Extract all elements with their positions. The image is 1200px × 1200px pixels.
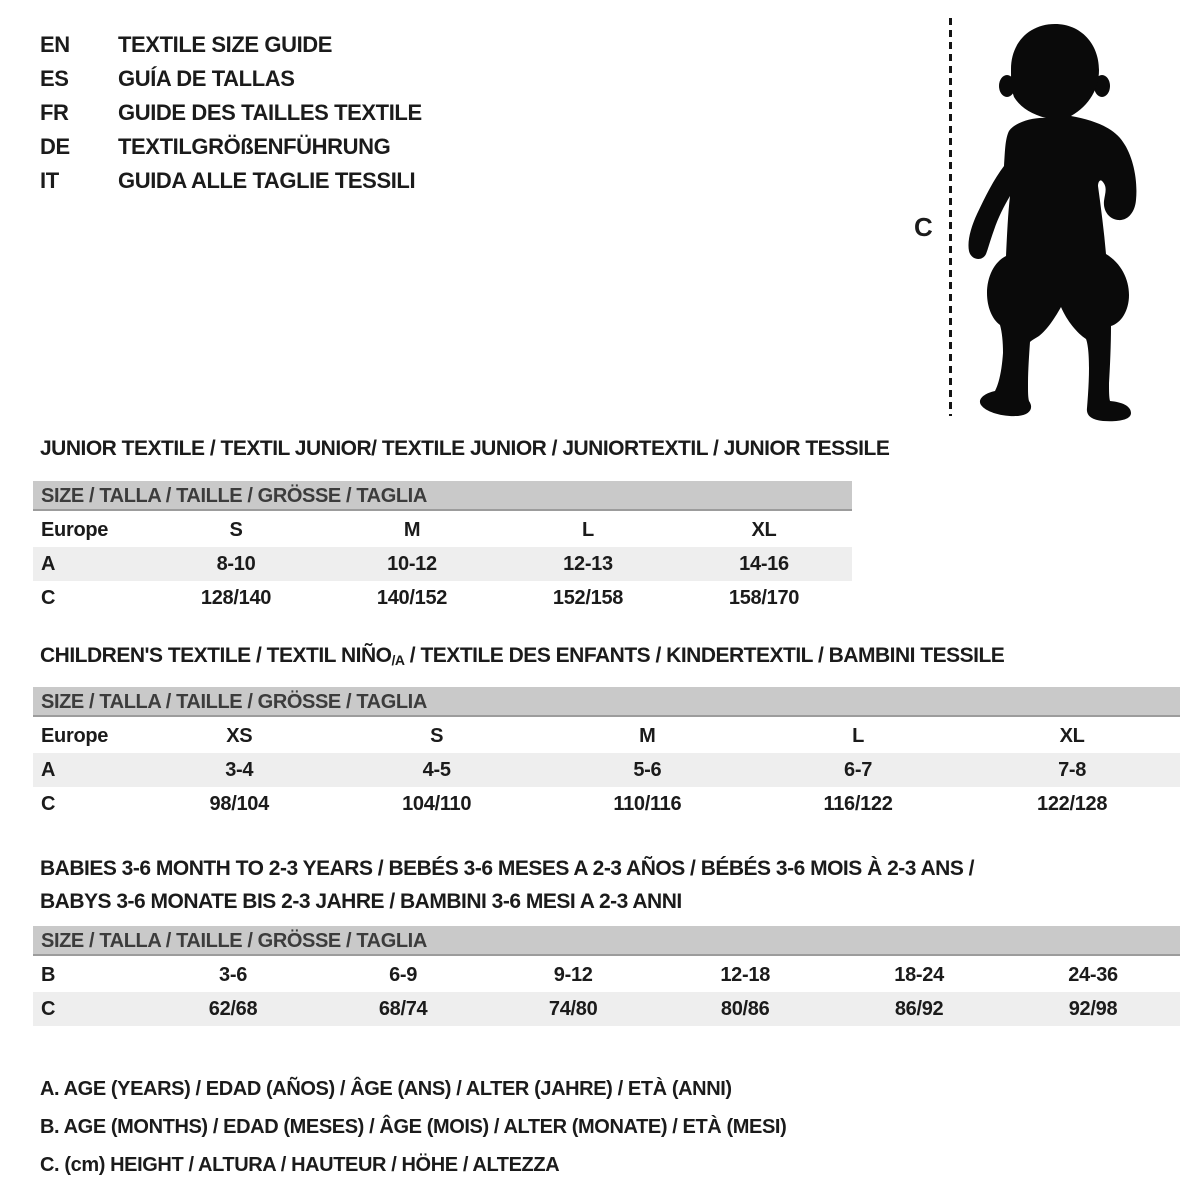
row-label: A	[41, 758, 56, 781]
table-cell: 3-4	[225, 758, 254, 781]
table-cell: M	[403, 518, 421, 541]
legend-line: A. AGE (YEARS) / EDAD (AÑOS) / ÂGE (ANS) / ALTER (JAHRE) / ETÀ (ANNI)	[40, 1078, 732, 1100]
table-cell: XL	[1059, 724, 1085, 747]
table-row	[33, 787, 1180, 821]
junior-size-table-block	[33, 481, 852, 615]
table-cell: 5-6	[633, 758, 662, 781]
language-row	[40, 164, 422, 198]
table-cell: L	[582, 518, 594, 541]
language-code: IT	[40, 168, 59, 193]
table-cell: 12-18	[720, 963, 771, 986]
baby-silhouette-icon	[890, 10, 1200, 430]
table-row	[33, 958, 1180, 992]
table-cell: M	[639, 724, 656, 747]
language-code: EN	[40, 32, 70, 57]
table-cell: XL	[751, 518, 777, 541]
table-cell: 62/68	[208, 997, 258, 1020]
language-title-list	[40, 28, 422, 198]
table-cell: 86/92	[894, 997, 944, 1020]
height-label-c: C	[914, 212, 933, 242]
section-title-line: BABIES 3-6 MONTH TO 2-3 YEARS / BEBÉS 3-6 MESES A 2-3 AÑOS / BÉBÉS 3-6 MOIS À 2-3 ANS /	[40, 857, 975, 880]
language-row	[40, 62, 422, 96]
table-cell: 12-13	[563, 552, 613, 575]
table-row	[33, 581, 852, 615]
table-cell: 122/128	[1037, 792, 1108, 815]
legend-line: B. AGE (MONTHS) / EDAD (MESES) / ÂGE (MOIS) / ALTER (MONATE) / ETÀ (MESI)	[40, 1116, 787, 1138]
size-header-bar: SIZE / TALLA / TAILLE / GRÖSSE / TAGLIA	[33, 926, 1180, 956]
language-title: GUIDE DES TAILLES TEXTILE	[118, 100, 422, 125]
table-cell: 98/104	[209, 792, 269, 815]
language-title: TEXTILE SIZE GUIDE	[118, 32, 333, 57]
size-table	[33, 958, 1180, 1026]
table-row	[33, 753, 1180, 787]
table-row	[33, 719, 1180, 753]
table-cell: 4-5	[422, 758, 451, 781]
table-row	[33, 992, 1180, 1026]
table-cell: 9-12	[553, 963, 593, 986]
table-cell: 152/158	[552, 586, 624, 609]
section-title-children	[40, 639, 1004, 677]
language-title: GUIDA ALLE TAGLIE TESSILI	[118, 168, 416, 193]
table-cell: L	[852, 724, 864, 747]
language-row	[40, 96, 422, 130]
table-cell: 74/80	[548, 997, 598, 1020]
size-table	[33, 513, 852, 615]
table-cell: 116/122	[823, 792, 893, 815]
table-cell: 10-12	[387, 552, 437, 575]
row-label: Europe	[41, 724, 109, 747]
row-label: C	[41, 997, 56, 1020]
table-cell: 6-9	[389, 963, 418, 986]
table-cell: 158/170	[728, 586, 800, 609]
table-cell: 80/86	[720, 997, 770, 1020]
row-label: C	[41, 792, 56, 815]
table-cell: XS	[226, 724, 253, 747]
children-size-table-block	[33, 687, 1180, 821]
table-cell: 7-8	[1058, 758, 1087, 781]
table-cell: 92/98	[1068, 997, 1118, 1020]
table-cell: 3-6	[219, 963, 248, 986]
table-row	[33, 547, 852, 581]
language-title: TEXTILGRÖßENFÜHRUNG	[118, 134, 391, 159]
language-row	[40, 130, 422, 164]
size-header-bar: SIZE / TALLA / TAILLE / GRÖSSE / TAGLIA	[33, 687, 1180, 717]
language-title: GUÍA DE TALLAS	[118, 66, 295, 91]
size-header-bar: SIZE / TALLA / TAILLE / GRÖSSE / TAGLIA	[33, 481, 852, 511]
row-label: C	[41, 586, 56, 609]
measurement-legend	[40, 1070, 786, 1184]
table-cell: 110/116	[613, 792, 682, 815]
table-cell: 18-24	[894, 963, 944, 986]
babies-size-table-block	[33, 926, 1180, 1026]
legend-line: C. (cm) HEIGHT / ALTURA / HAUTEUR / HÖHE / ALTEZZA	[40, 1154, 560, 1176]
row-label: A	[41, 552, 56, 575]
table-cell: S	[229, 518, 243, 541]
table-cell: 104/110	[402, 792, 472, 815]
section-title-babies	[40, 852, 974, 918]
table-cell: 68/74	[378, 997, 428, 1020]
table-row	[33, 513, 852, 547]
table-cell: 140/152	[376, 586, 448, 609]
language-code: DE	[40, 134, 70, 159]
section-title-line: JUNIOR TEXTILE / TEXTIL JUNIOR/ TEXTILE JUNIOR / JUNIORTEXTIL / JUNIOR TESSILE	[40, 437, 890, 460]
section-title-line: CHILDREN'S TEXTILE / TEXTIL $NIÑO_{/A}$ / TEXTILE DES ENFANTS / KINDERTEXTIL / BAMBINI TESSILE	[40, 644, 1005, 668]
table-cell: 8-10	[216, 552, 256, 575]
table-cell: 128/140	[200, 586, 272, 609]
table-cell: S	[430, 724, 444, 747]
table-cell: 24-36	[1068, 963, 1118, 986]
language-row	[40, 28, 422, 62]
table-cell: 14-16	[739, 552, 789, 575]
language-code: FR	[40, 100, 69, 125]
row-label: Europe	[41, 518, 109, 541]
table-cell: 6-7	[844, 758, 873, 781]
language-code: ES	[40, 66, 69, 91]
size-table	[33, 719, 1180, 821]
section-title-junior	[40, 432, 889, 465]
row-label: B	[41, 963, 56, 986]
section-title-line: BABYS 3-6 MONATE BIS 2-3 JAHRE / BAMBINI 3-6 MESI A 2-3 ANNI	[40, 890, 682, 913]
